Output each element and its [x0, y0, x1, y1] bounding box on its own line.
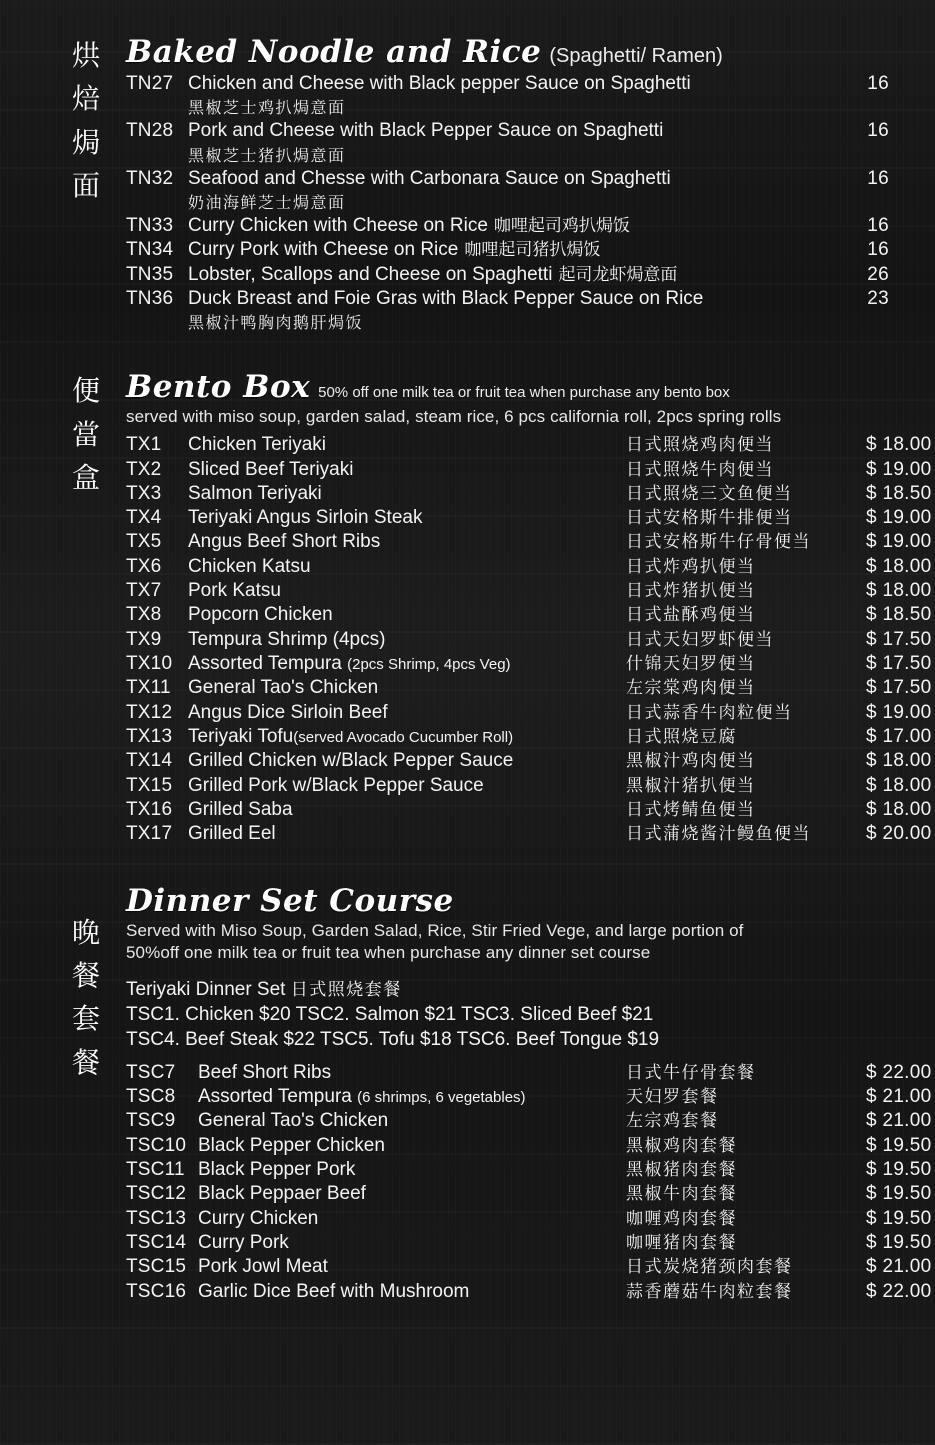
menu-item-row — [126, 555, 932, 579]
menu-item-row — [126, 701, 932, 725]
item-name-chinese: 奶油海鲜芝士焗意面 — [188, 192, 346, 212]
menu-item-row — [126, 1134, 932, 1158]
menu-item-row — [126, 1061, 932, 1085]
item-price: $ 21.00 — [866, 1256, 932, 1278]
item-name-chinese: 日式炸鸡扒便当 — [626, 556, 756, 577]
item-price: 16 — [867, 73, 889, 94]
item-name-text: Curry Chicken with Cheese on Rice — [188, 214, 488, 236]
item-price: $ 18.00 — [866, 798, 932, 820]
item-name: Black Pepper Pork — [198, 1159, 356, 1181]
vertical-char: 餐 — [71, 958, 100, 992]
item-name: Chicken Katsu — [188, 555, 311, 577]
item-list-dinner — [126, 1061, 932, 1304]
item-name-chinese: 日式照烧鸡肉便当 — [626, 435, 774, 456]
item-name — [188, 652, 626, 676]
item-name: Popcorn Chicken — [188, 604, 333, 626]
item-code: TSC15 — [126, 1256, 187, 1278]
item-name: Grilled Chicken w/Black Pepper Sauce — [188, 750, 514, 772]
item-price: $ 18.00 — [866, 434, 932, 456]
item-code: TX15 — [126, 774, 173, 796]
item-code: TX5 — [126, 531, 162, 553]
item-name: Grilled Eel — [188, 823, 276, 845]
item-name: Pork Jowl Meat — [198, 1256, 328, 1278]
item-name: Duck Breast and Foie Gras with Black Pepper Sauce on Rice — [188, 287, 704, 309]
item-name-chinese: 黑椒鸡肉套餐 — [626, 1135, 737, 1156]
item-price: $ 18.50 — [866, 604, 932, 626]
item-price: $ 19.00 — [866, 507, 932, 529]
item-code: TSC9 — [126, 1110, 176, 1132]
item-price: $ 17.50 — [866, 653, 932, 674]
menu-item-row — [126, 749, 932, 773]
item-price: $ 18.00 — [866, 555, 932, 577]
item-name-text: Lobster, Scallops and Cheese on Spaghetti — [188, 263, 553, 285]
item-name-chinese: 咖哩起司猪扒焗饭 — [464, 240, 601, 261]
menu-item-row — [126, 530, 932, 554]
menu-item-row — [126, 822, 932, 846]
menu-item-row — [126, 1280, 932, 1304]
item-name-chinese: 黑椒汁鸡肉便当 — [626, 751, 756, 772]
item-price: $ 19.50 — [866, 1207, 932, 1229]
menu-item-row — [126, 1207, 932, 1231]
menu-item-row — [126, 1109, 932, 1133]
item-name: Beef Short Ribs — [198, 1061, 332, 1083]
item-name-text: Teriyaki Tofu — [188, 725, 294, 747]
menu-item-row — [126, 1085, 932, 1109]
vertical-char: 烘 — [71, 39, 100, 72]
item-name-chinese: 日式蒲烧酱汁鳗鱼便当 — [626, 824, 811, 845]
menu-item-row — [126, 1158, 932, 1182]
item-code: TX9 — [126, 628, 162, 650]
item-code: TX1 — [126, 434, 162, 456]
spacer — [126, 969, 889, 977]
item-name-chinese: 蒜香蘑菇牛肉粒套餐 — [626, 1281, 793, 1302]
item-price: $ 19.50 — [866, 1134, 932, 1156]
menu-item-row — [126, 798, 932, 822]
vertical-char: 盒 — [71, 460, 100, 494]
spacer — [126, 1053, 889, 1061]
item-name — [188, 238, 849, 262]
item-name: Grilled Pork w/Black Pepper Sauce — [188, 774, 484, 796]
item-code: TN32 — [126, 167, 174, 189]
item-price: $ 18.00 — [866, 750, 932, 772]
item-name-chinese: 日式烤鲭鱼便当 — [626, 799, 756, 820]
item-name-detail: (6 shrimps, 6 vegetables) — [357, 1089, 526, 1107]
item-code: TX8 — [126, 604, 162, 626]
item-name — [198, 1085, 626, 1109]
menu-item-row — [126, 458, 932, 482]
item-code: TN36 — [126, 287, 174, 309]
menu-item-row — [126, 628, 932, 652]
vertical-char: 當 — [71, 417, 100, 451]
menu-item-row — [126, 676, 932, 700]
section-served-with-note-line1: Served with Miso Soup, Garden Salad, Rice, Stir Fried Vege, and large portion of — [126, 920, 744, 940]
item-price: 26 — [867, 263, 889, 285]
menu-item-row — [126, 433, 932, 457]
item-price: $ 18.00 — [866, 774, 932, 796]
section-header-dinner — [126, 883, 889, 919]
section-promo-note: 50% off one milk tea or fruit tea when purchase any bento box — [318, 384, 730, 402]
item-name: General Tao's Chicken — [188, 677, 379, 699]
item-name-chinese: 左宗鸡套餐 — [626, 1111, 719, 1132]
menu-item-row — [126, 506, 932, 530]
item-code: TN27 — [126, 73, 174, 94]
item-name-chinese: 咖喱猪肉套餐 — [626, 1233, 737, 1254]
item-name-chinese: 日式牛仔骨套餐 — [626, 1062, 756, 1083]
item-price: 16 — [867, 239, 889, 261]
section-title: Bento Box — [126, 369, 311, 406]
item-name-chinese: 日式照烧豆腐 — [626, 726, 737, 747]
item-code: TSC13 — [126, 1207, 187, 1229]
item-name-chinese: 日式照烧牛肉便当 — [626, 459, 774, 480]
menu-item-row — [126, 482, 932, 506]
item-price: 16 — [867, 214, 889, 236]
menu-item-row — [126, 603, 932, 627]
item-name: Pork and Cheese with Black Pepper Sauce on Spaghetti — [188, 120, 664, 142]
item-code: TX2 — [126, 458, 162, 480]
vertical-char: 焗 — [71, 125, 100, 159]
menu-item-row — [126, 1182, 932, 1206]
item-code: TX14 — [126, 750, 173, 772]
teriyaki-set-heading-text: Teriyaki Dinner Set — [126, 978, 286, 1000]
item-name: Black Pepper Chicken — [198, 1134, 385, 1156]
teriyaki-set-line-1: TSC1. Chicken $20 TSC2. Salmon $21 TSC3. Sliced Beef $21 — [126, 1003, 654, 1025]
item-name-chinese: 日式安格斯牛仔骨便当 — [626, 532, 811, 553]
section-divider-space — [46, 853, 889, 883]
item-price: $ 19.50 — [866, 1183, 932, 1205]
section-divider-space — [46, 339, 889, 369]
item-name: Angus Beef Short Ribs — [188, 531, 381, 553]
item-code: TX3 — [126, 482, 162, 504]
section-title: Baked Noodle and Rice — [126, 34, 542, 70]
item-list-baked — [126, 72, 889, 333]
item-price: $ 17.50 — [866, 628, 932, 650]
item-price: $ 19.50 — [866, 1159, 932, 1181]
item-price: $ 17.00 — [866, 725, 932, 747]
menu-item-row — [126, 119, 889, 143]
menu-item-row — [126, 167, 889, 191]
item-name-text: Assorted Tempura — [188, 653, 342, 674]
item-name-detail: (2pcs Shrimp, 4pcs Veg) — [347, 656, 511, 673]
menu-item-row — [126, 1231, 932, 1255]
vertical-char: 面 — [71, 169, 100, 203]
section-body-dinner — [126, 882, 932, 1304]
item-name-chinese: 日式蒜香牛肉粒便当 — [626, 702, 793, 723]
item-name: Garlic Dice Beef with Mushroom — [198, 1280, 470, 1302]
item-name: Grilled Saba — [188, 798, 293, 820]
item-price: $ 19.00 — [866, 531, 932, 553]
item-name-chinese: 日式天妇罗虾便当 — [626, 629, 774, 650]
item-price: 23 — [867, 287, 889, 309]
section-promo-note-line2: 50%off one milk tea or fruit tea when purchase any dinner set course — [126, 942, 651, 962]
item-name-chinese: 黑椒芝士猪扒焗意面 — [188, 145, 346, 165]
item-name-text: Assorted Tempura — [198, 1086, 352, 1108]
item-code: TX7 — [126, 580, 162, 602]
vertical-char: 餐 — [71, 1045, 100, 1079]
item-name — [188, 263, 849, 287]
item-code: TX16 — [126, 798, 173, 820]
item-price: $ 20.00 — [866, 823, 932, 845]
section-header-bento — [126, 369, 889, 405]
item-code: TX12 — [126, 701, 173, 723]
teriyaki-set-line-2: TSC4. Beef Steak $22 TSC5. Tofu $18 TSC6. Beef Tongue $19 — [126, 1029, 660, 1051]
menu-item-row — [126, 774, 932, 798]
item-name-chinese: 黑椒牛肉套餐 — [626, 1184, 737, 1205]
item-price: $ 22.00 — [866, 1280, 932, 1302]
section-header-baked — [126, 34, 889, 70]
item-price: $ 19.50 — [866, 1232, 932, 1254]
item-code: TX6 — [126, 555, 162, 577]
item-name: Salmon Teriyaki — [188, 482, 322, 504]
item-name: Angus Dice Sirloin Beef — [188, 701, 388, 723]
item-code: TSC16 — [126, 1280, 187, 1302]
item-name-chinese: 日式炸猪扒便当 — [626, 581, 756, 602]
menu-item-row — [126, 579, 932, 603]
item-code: TN33 — [126, 214, 174, 236]
vertical-char: 晚 — [71, 915, 100, 949]
item-name-chinese: 黑椒猪肉套餐 — [626, 1160, 737, 1181]
vertical-chinese-label-baked — [64, 34, 108, 208]
item-name: Chicken and Cheese with Black pepper Sauce on Spaghetti — [188, 73, 691, 94]
menu-item-row — [126, 263, 889, 287]
item-code: TN28 — [126, 120, 174, 142]
item-code: TX13 — [126, 725, 173, 747]
vertical-char: 焙 — [71, 82, 100, 116]
item-code: TSC10 — [126, 1134, 187, 1156]
item-name — [188, 725, 626, 749]
item-name: Curry Chicken — [198, 1207, 319, 1229]
item-name: Black Peppaer Beef — [198, 1183, 366, 1205]
item-name-chinese: 咖哩起司鸡扒焗饭 — [493, 215, 630, 236]
item-name-chinese: 日式照烧三文鱼便当 — [626, 483, 793, 504]
section-title: Dinner Set Course — [126, 882, 454, 919]
item-code: TN35 — [126, 263, 174, 285]
item-price: 16 — [867, 167, 889, 189]
item-price: $ 18.50 — [866, 482, 932, 504]
item-name-chinese: 黑椒汁猪扒便当 — [626, 775, 756, 796]
section-served-with-note: served with miso soup, garden salad, steam rice, 6 pcs california roll, 2pcs spring rolls — [126, 407, 782, 427]
vertical-chinese-label-bento — [64, 369, 108, 499]
item-name-chinese: 黑椒芝士鸡扒焗意面 — [188, 98, 346, 118]
item-name-chinese: 日式炭烧猪颈肉套餐 — [626, 1257, 793, 1278]
section-body-baked — [126, 34, 889, 333]
item-name: Seafood and Chesse with Carbonara Sauce on Spaghetti — [188, 167, 671, 189]
item-name-chinese: 天妇罗套餐 — [626, 1087, 719, 1108]
item-code: TX4 — [126, 507, 162, 529]
item-price: $ 19.00 — [866, 458, 932, 480]
item-code: TSC7 — [126, 1061, 176, 1083]
item-list-bento — [126, 433, 932, 846]
section-dinner-set-course — [46, 882, 932, 1304]
teriyaki-set-heading-chinese: 日式照烧套餐 — [290, 979, 402, 1000]
item-price: $ 17.50 — [866, 677, 932, 699]
item-price: 16 — [867, 120, 889, 142]
menu-item-row — [126, 214, 889, 238]
item-name: General Tao's Chicken — [198, 1110, 389, 1132]
item-code: TN34 — [126, 239, 174, 261]
menu-item-row — [126, 72, 889, 96]
item-name-chinese: 咖喱鸡肉套餐 — [626, 1208, 737, 1229]
item-code: TSC12 — [126, 1183, 187, 1205]
item-name: Tempura Shrimp (4pcs) — [188, 628, 386, 650]
item-price: $ 19.00 — [866, 701, 932, 723]
section-baked-noodle-and-rice — [46, 34, 889, 333]
item-price: $ 18.00 — [866, 580, 932, 602]
item-name-chinese: 日式盐酥鸡便当 — [626, 605, 756, 626]
item-name: Teriyaki Angus Sirloin Steak — [188, 507, 423, 529]
section-bento-box — [46, 369, 932, 846]
vertical-char: 便 — [71, 374, 100, 408]
item-code: TSC8 — [126, 1086, 176, 1108]
item-code: TX10 — [126, 653, 173, 674]
item-code: TX11 — [126, 677, 171, 699]
item-code: TX17 — [126, 823, 173, 845]
item-name-chinese: 黑椒汁鸭胸肉鹅肝焗饭 — [188, 313, 364, 333]
menu-item-row — [126, 1255, 932, 1279]
menu-item-row — [126, 652, 932, 676]
item-name — [188, 214, 849, 238]
item-price: $ 22.00 — [866, 1061, 932, 1083]
item-name-chinese: 起司龙虾焗意面 — [558, 264, 678, 285]
item-price: $ 21.00 — [866, 1110, 932, 1132]
menu-item-row — [126, 287, 889, 311]
teriyaki-set-heading — [126, 977, 889, 1002]
section-body-bento — [126, 369, 932, 846]
menu-item-row — [126, 238, 889, 262]
item-name-detail: (served Avocado Cucumber Roll) — [293, 728, 514, 746]
item-price: $ 21.00 — [866, 1086, 932, 1108]
menu-item-row — [126, 725, 932, 749]
item-name: Sliced Beef Teriyaki — [188, 458, 354, 480]
section-subtitle: (Spaghetti/ Ramen) — [549, 45, 723, 67]
vertical-chinese-label-dinner — [64, 911, 108, 1085]
item-name: Curry Pork — [198, 1232, 289, 1254]
item-name: Pork Katsu — [188, 580, 281, 602]
item-name-chinese: 左宗棠鸡肉便当 — [626, 678, 756, 699]
item-code: TSC11 — [126, 1159, 185, 1181]
vertical-char: 套 — [71, 1002, 100, 1036]
item-name-chinese: 什锦天妇罗便当 — [626, 654, 756, 674]
item-name: Chicken Teriyaki — [188, 434, 326, 456]
item-name-text: Curry Pork with Cheese on Rice — [188, 239, 459, 261]
item-name-chinese: 日式安格斯牛排便当 — [626, 508, 793, 529]
item-code: TSC14 — [126, 1232, 187, 1254]
